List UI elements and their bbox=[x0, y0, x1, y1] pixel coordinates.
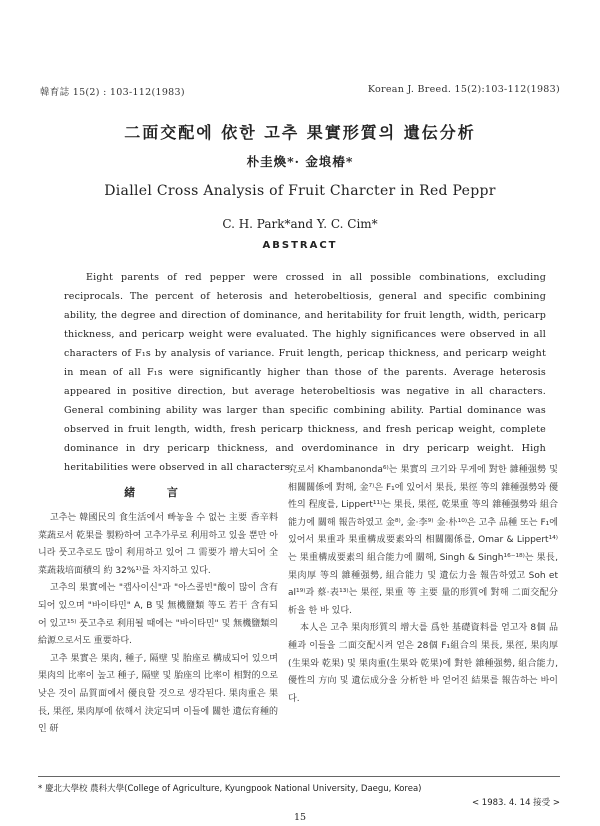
received-date: < 1983. 4. 14 接受 > bbox=[471, 798, 560, 808]
english-title: Diallel Cross Analysis of Fruit Charcter in Red Peppr bbox=[104, 183, 496, 199]
intro-paragraph: 究로서 Khambanonda⁶⁾는 果實의 크기와 무게에 對한 雜種强勢 및 相關關係에 對해, 金⁷⁾은 F₁에 있어서 果長, 果徑 等의 雜種强勢와 優性의 程度를, Lippert¹¹⁾는 果長, 果徑, 乾果重 等의 雜種强勢와 組合能力에 關해 報告하였고 金⁸⁾, 金·李⁹⁾ 金·朴¹⁰⁾은 고추 品種 또는 F₁에 있어서 果重과 果重構成要素와의 相關關係를, Omar & Lippert¹⁴⁾는 果重構成要素의 組合能力에 關해, Singh & Singh¹⁶⁻¹⁸⁾는 果長, 果肉厚 等의 雜種强勢, 組合能力 및 遺伝力을 報告하였고 Soh et al¹⁹⁾과 蔡·表¹³⁾는 果徑, 果重 等 主要 量的形質에 對해 二面交配分析을 한 바 있다. bbox=[288, 465, 558, 616]
intro-paragraph: 本人은 고추 果肉形質의 增大를 爲한 基礎資料를 얻고자 8個 品種과 이들을 二面交配시켜 얻은 28個 F₁組合의 果長, 果徑, 果肉厚(生果와 乾果) 및 果肉重(生果와 乾果)에 對한 雜種强勢, 組合能力, 優性의 方向 및 遺伝成分을 分析한 바 얻어진 結果를 報告하는 바이다. bbox=[288, 623, 558, 704]
footnote bbox=[38, 782, 560, 808]
right-column bbox=[288, 462, 558, 708]
page-number: 15 bbox=[293, 812, 307, 823]
running-header-korean: 韓育誌 15(2) : 103-112(1983) bbox=[40, 87, 185, 98]
korean-authors: 朴圭煥*· 金埌椿* bbox=[246, 154, 354, 169]
intro-paragraph: 고추 果實은 果肉, 種子, 隔壁 및 胎座로 構成되어 있으며 果肉의 比率이 높고 種子, 隔壁 및 胎座의 比率이 相對的으로 낮은 것이 品質面에서 優良할 것으로 생각된다. 果肉重은 果長, 果徑, 果肉厚에 依해서 決定되며 이들에 關한 遺伝育種的인 研 bbox=[38, 653, 278, 735]
intro-paragraph: 고추는 韓國民의 食生活에서 빠놓을 수 없는 主要 香辛料 菜蔬로서 乾果를 製粉하여 고추가루로 利用하고 있을 뿐만 아니라 풋고추로도 많이 利用하고 있어 그 需要가 增大되어 全 菜蔬栽培面積의 約 32%¹⁾를 차지하고 있다. bbox=[38, 513, 278, 576]
introduction-heading: 緒 言 bbox=[124, 486, 192, 499]
korean-title: 二面交配에 依한 고추 果實形質의 遺伝分析 bbox=[124, 123, 476, 142]
left-column bbox=[38, 510, 278, 739]
english-authors: C. H. Park*and Y. C. Cim* bbox=[222, 217, 378, 231]
affiliation-footnote: * 慶北大學校 農科大學(College of Agriculture, Kyungpook National University, Daegu, Korea) bbox=[38, 784, 422, 794]
abstract-heading: ABSTRACT bbox=[262, 240, 338, 251]
footnote-divider bbox=[38, 776, 560, 777]
abstract-body: Eight parents of red pepper were crossed in all possible combinations, excluding reciprocals. The percent of heterosis and heterobeltiosis, general and specific combining ability, the degree and direction of dominance, and heritability for fruit length, width, pericarp thickness, and pericarp weight were evaluated. The highly significances were observed in all characters of F₁s by analysis of variance. Fruit length, pericap thickness, and pericarp weight in mean of all F₁s were significantly higher than those of the parents. Average heterosis appeared in positive direction, but average heterobeltiosis was negative in all characters. General combining ability was larger than specific combining ability. Partial dominance was observed in fruit length, width, fresh pericarp thickness, and fresh pericap weight, complete dominance in dry pericarp thickness, and overdominance in dry pericarp weight. High heritabilities were observed in all characters. bbox=[64, 272, 546, 473]
intro-paragraph: 고추의 果實에는 "캡사이신"과 "아스콜빈"酸이 많이 含有되어 있으며 "바이타민" A, B 및 無機鹽類 等도 若干 含有되어 있고¹⁵⁾ 풋고추로 利用될 때에는 "바이타민" 및 無機鹽類의 給源으로서도 重要하다. bbox=[38, 583, 278, 647]
running-header-english: Korean J. Breed. 15(2):103-112(1983) bbox=[367, 84, 560, 95]
